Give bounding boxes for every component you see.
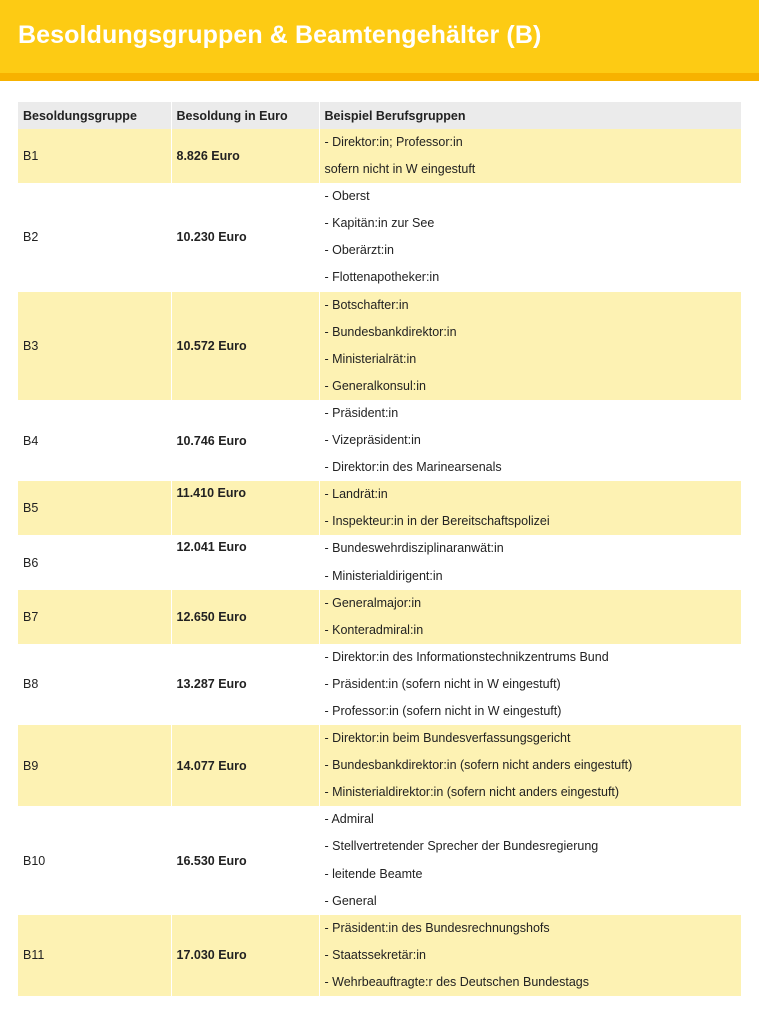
job-line: - Ministerialdirektor:in (sofern nicht anders eingestuft) — [324, 785, 620, 800]
cell-salary: 12.650 Euro — [171, 590, 319, 644]
job-line: - Botschafter:in — [324, 297, 409, 312]
job-line: - Direktor:in des Marinearsenals — [324, 460, 502, 475]
cell-salary: 10.572 Euro — [171, 292, 319, 400]
cell-salary: 8.826 Euro — [171, 129, 319, 183]
cell-salary: 17.030 Euro — [171, 915, 319, 996]
job-line: - Vizepräsident:in — [324, 433, 421, 448]
table-header-row — [18, 102, 741, 129]
cell-salary: 10.230 Euro — [171, 183, 319, 291]
job-line: - Direktor:in des Informationstechnikzentrums Bund — [324, 649, 609, 664]
cell-jobs — [319, 400, 741, 481]
column-header-jobs: Beispiel Berufsgruppen — [324, 108, 466, 123]
job-line: - Ministerialdirigent:in — [324, 568, 443, 583]
cell-jobs — [319, 644, 741, 725]
job-line: - Kapitän:in zur See — [324, 216, 435, 231]
cell-salary: 10.746 Euro — [171, 400, 319, 481]
job-line: - Oberst — [324, 189, 370, 204]
table-row — [18, 129, 741, 183]
job-line: - leitende Beamte — [324, 866, 423, 881]
job-line: - Inspekteur:in in der Bereitschaftspolizei — [324, 514, 550, 529]
job-line: - Direktor:in; Professor:in — [324, 135, 463, 149]
job-line: - Flottenapotheker:in — [324, 270, 440, 285]
table-row — [18, 535, 741, 589]
cell-group: B11 — [18, 915, 171, 996]
job-line: - Wehrbeauftragte:r des Deutschen Bundestags — [324, 974, 590, 989]
cell-group: B10 — [18, 806, 171, 914]
table-row — [18, 400, 741, 481]
cell-salary: 12.041 Euro — [171, 535, 319, 589]
cell-group: B5 — [18, 481, 171, 535]
cell-jobs — [319, 806, 741, 914]
cell-group: B6 — [18, 535, 171, 589]
job-line: - Bundesbankdirektor:in — [324, 324, 457, 339]
cell-salary: 16.530 Euro — [171, 806, 319, 914]
table-row — [18, 590, 741, 644]
cell-jobs — [319, 915, 741, 996]
cell-jobs — [319, 183, 741, 291]
job-line: - Direktor:in beim Bundesverfassungsgericht — [324, 731, 571, 746]
job-line: - Generalmajor:in — [324, 595, 422, 610]
job-line: - Admiral — [324, 812, 374, 827]
table-body — [18, 129, 741, 996]
header-stripe — [0, 73, 759, 81]
column-header-group: Besoldungsgruppe — [18, 102, 171, 129]
cell-group: B3 — [18, 292, 171, 400]
cell-salary: 13.287 Euro — [171, 644, 319, 725]
salary-table — [18, 102, 741, 996]
job-line: - Bundesbankdirektor:in (sofern nicht anders eingestuft) — [324, 758, 633, 773]
job-line: - Staatssekretär:in — [324, 947, 426, 962]
table-row — [18, 481, 741, 535]
job-line: - General — [324, 893, 377, 908]
job-line: - Professor:in (sofern nicht in W eingestuft) — [324, 703, 562, 718]
table-row — [18, 292, 741, 400]
cell-group: B1 — [18, 129, 171, 183]
job-line: - Generalkonsul:in — [324, 378, 426, 393]
cell-jobs — [319, 590, 741, 644]
cell-salary: 14.077 Euro — [171, 725, 319, 806]
job-line: - Stellvertretender Sprecher der Bundesregierung — [324, 839, 599, 854]
page-header — [0, 0, 759, 73]
cell-jobs — [319, 481, 741, 535]
table-row — [18, 806, 741, 914]
page-title: Besoldungsgruppen & Beamtengehälter (B) — [18, 21, 542, 49]
cell-jobs — [319, 535, 741, 589]
cell-group: B9 — [18, 725, 171, 806]
table-row — [18, 725, 741, 806]
cell-jobs — [319, 725, 741, 806]
job-line: - Bundeswehrdisziplinaranwät:in — [324, 541, 504, 556]
cell-jobs — [319, 292, 741, 400]
job-line: - Oberärzt:in — [324, 243, 394, 258]
cell-group: B7 — [18, 590, 171, 644]
job-line: - Konteradmiral:in — [324, 622, 424, 637]
cell-group: B8 — [18, 644, 171, 725]
job-line: - Ministerialrät:in — [324, 351, 417, 366]
table-row — [18, 915, 741, 996]
job-line: - Landrät:in — [324, 487, 388, 502]
cell-salary: 11.410 Euro — [171, 481, 319, 535]
job-line: - Präsident:in (sofern nicht in W eingestuft) — [324, 676, 561, 691]
column-header-salary: Besoldung in Euro — [171, 102, 319, 129]
job-line: sofern nicht in W eingestuft — [324, 162, 476, 177]
table-row — [18, 644, 741, 725]
cell-jobs — [319, 129, 741, 183]
job-line: - Präsident:in des Bundesrechnungshofs — [324, 920, 550, 935]
table-row — [18, 183, 741, 291]
cell-group: B4 — [18, 400, 171, 481]
cell-group: B2 — [18, 183, 171, 291]
job-line: - Präsident:in — [324, 405, 399, 420]
table-header — [18, 102, 741, 129]
